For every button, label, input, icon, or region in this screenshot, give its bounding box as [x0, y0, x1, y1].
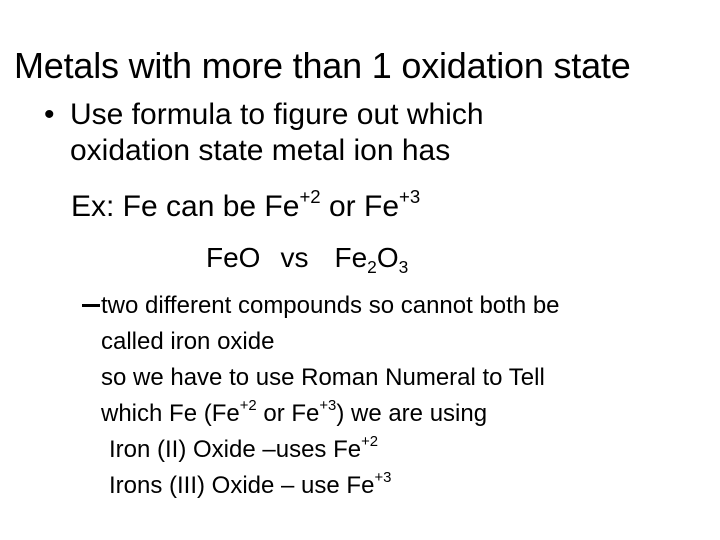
- notes-line-5: [101, 432, 701, 468]
- formula-fe2o3-o: O: [376, 242, 399, 273]
- notes-line-4-c: ) we are using: [336, 400, 488, 427]
- bullet-row: [36, 97, 696, 169]
- notes-line-4-a: which Fe (Fe: [101, 400, 240, 427]
- notes-line-6-a: Irons (III) Oxide – use Fe: [109, 472, 375, 499]
- notes-line-2: called iron oxide: [101, 328, 275, 355]
- notes-line-4-sup-1: +2: [239, 398, 257, 415]
- charge-plus-2: +2: [299, 185, 321, 207]
- notes-line-3: so we have to use Roman Numeral to Tell: [101, 364, 545, 391]
- notes-line-4: [101, 396, 701, 432]
- notes-line-5-a: Iron (II) Oxide –uses Fe: [109, 436, 362, 463]
- bullet-line-2: oxidation state metal ion has: [70, 134, 451, 167]
- formula-fe2o3-fe: Fe: [334, 242, 368, 273]
- example-middle: or Fe: [320, 190, 400, 223]
- notes-line-5-sup: +2: [361, 434, 379, 451]
- notes-line-6-sup: +3: [374, 470, 392, 487]
- notes-line-6: [101, 468, 701, 504]
- bullet-text: [70, 97, 696, 169]
- example-prefix: Ex: Fe can be Fe: [71, 190, 300, 223]
- charge-plus-3: +3: [399, 185, 421, 207]
- notes-block: [101, 288, 701, 504]
- notes-line-4-sup-2: +3: [319, 398, 337, 415]
- vs-label: vs: [280, 242, 309, 273]
- formula-fe2o3-sub-3: 3: [398, 256, 409, 277]
- formula-feo: FeO: [206, 242, 261, 273]
- main-bullet: [36, 97, 696, 169]
- dash-bullet-icon: [82, 304, 100, 307]
- formula-comparison: [206, 238, 408, 278]
- notes-line-1: two different compounds so cannot both be: [101, 292, 560, 319]
- slide-title: Metals with more than 1 oxidation state: [14, 45, 631, 86]
- notes-line-4-b: or Fe: [256, 400, 320, 427]
- bullet-dot-icon: •: [44, 98, 55, 131]
- formula-fe2o3-sub-2: 2: [367, 256, 377, 277]
- example-line: [71, 187, 420, 227]
- formula-fe2o3: [334, 242, 409, 277]
- bullet-line-1: Use formula to figure out which: [70, 98, 484, 131]
